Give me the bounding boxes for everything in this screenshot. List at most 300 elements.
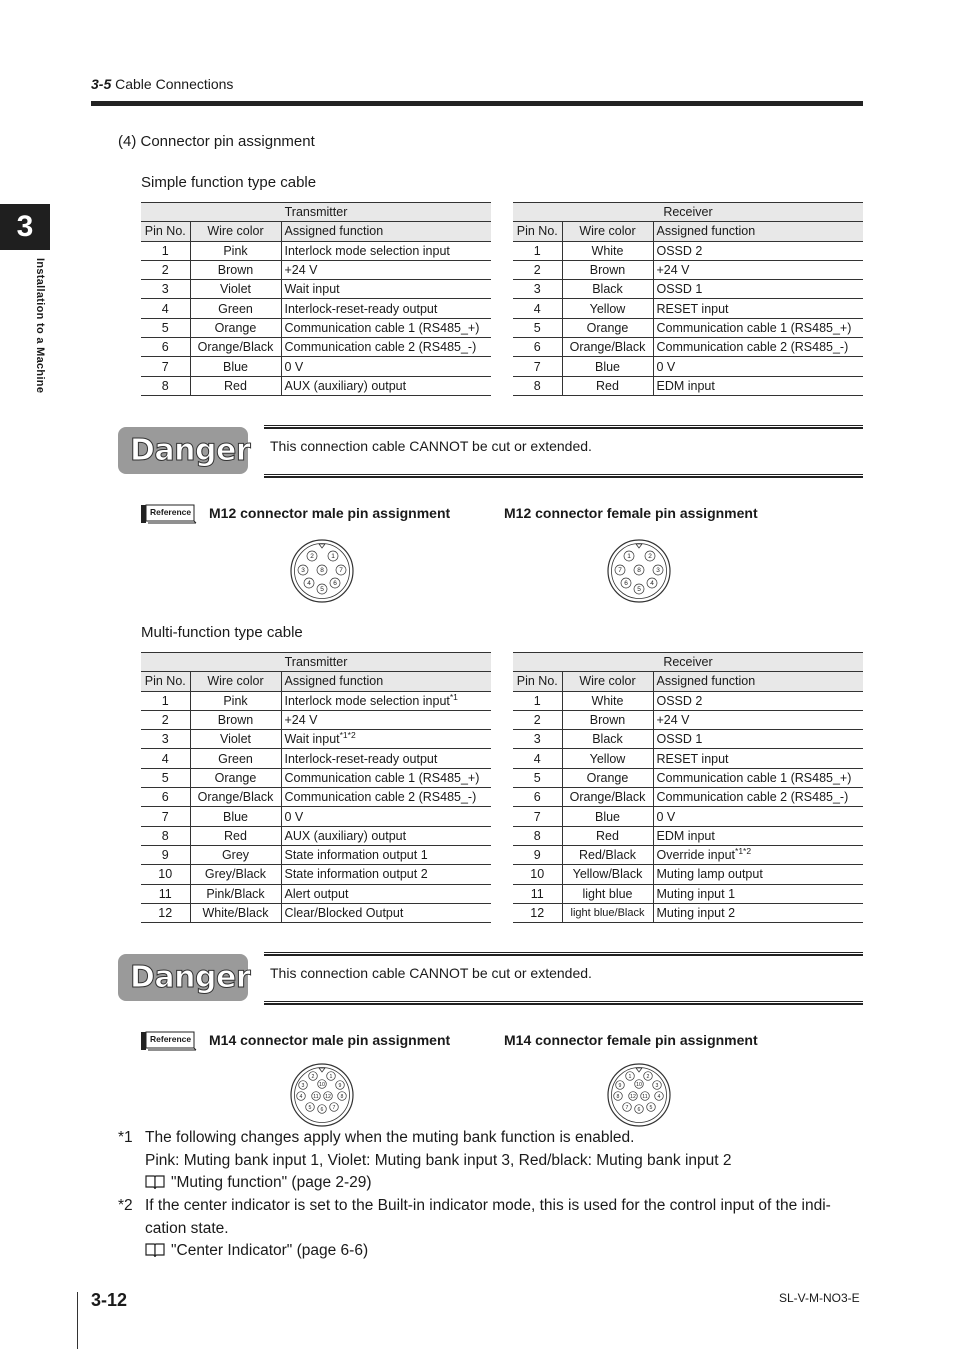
wire-color: Grey	[190, 845, 281, 864]
table-row	[141, 318, 491, 337]
table-row	[141, 845, 491, 864]
m12-female-title: M12 connector female pin assignment	[504, 505, 758, 521]
pin-label: 1	[329, 1074, 333, 1081]
table-row	[141, 884, 491, 903]
assigned-function: EDM input	[656, 828, 715, 843]
pin-number: 6	[141, 788, 190, 807]
danger-label-2: Danger	[130, 960, 251, 995]
column-header: Wire color	[562, 672, 653, 691]
wire-color: Red/Black	[562, 845, 653, 864]
assigned-function: OSSD 1	[656, 282, 703, 297]
assigned-function: Communication cable 2 (RS485_-)	[284, 340, 477, 355]
wire-color: Brown	[190, 260, 281, 279]
pin-number: 2	[141, 710, 190, 729]
assigned-function: AUX (auxiliary) output	[284, 378, 407, 393]
assigned-function: Wait input	[284, 282, 340, 297]
section-title: Cable Connections	[115, 76, 234, 92]
assigned-function-cell	[653, 318, 863, 337]
assigned-function-cell	[281, 376, 491, 395]
pin-number: 3	[141, 280, 190, 299]
m14-male-title: M14 connector male pin assignment	[209, 1032, 451, 1048]
danger-message-2: This connection cable CANNOT be cut or extended.	[270, 965, 592, 981]
table-caption-row	[513, 203, 863, 222]
assigned-function: Communication cable 1 (RS485_+)	[284, 320, 480, 335]
connector-heading: (4) Connector pin assignment	[118, 133, 315, 150]
multi-receiver-table	[513, 652, 863, 923]
assigned-function-cell	[653, 749, 863, 768]
wire-color: White/Black	[190, 903, 281, 922]
simple-receiver-table	[513, 202, 863, 396]
footnote-2-text: If the center indicator is set to the Built-in indicator mode, this is used for the control input of the indi-	[145, 1197, 831, 1214]
pin-label: 9	[338, 1083, 342, 1090]
table-row	[513, 691, 863, 710]
pin-number: 9	[513, 845, 562, 864]
footnote-ref: *1*2	[339, 730, 356, 741]
pin-label: 1	[331, 553, 335, 561]
assigned-function: AUX (auxiliary) output	[284, 828, 407, 843]
wire-color: Brown	[562, 260, 653, 279]
pin-number: 2	[513, 260, 562, 279]
assigned-function: Interlock-reset-ready output	[284, 301, 438, 316]
pin-label: 3	[656, 567, 660, 575]
pin-label: 8	[340, 1094, 344, 1101]
multi-transmitter-table	[141, 652, 491, 923]
footnote-2-reference[interactable]	[145, 1240, 867, 1263]
assigned-function-cell	[281, 338, 491, 357]
table-caption: Receiver	[513, 653, 863, 672]
danger-bottom-rule	[264, 474, 863, 478]
assigned-function-cell	[281, 357, 491, 376]
table-row	[513, 260, 863, 279]
assigned-function-cell	[653, 260, 863, 279]
pin-number: 5	[513, 318, 562, 337]
pin-number: 5	[141, 768, 190, 787]
pin-number: 2	[141, 260, 190, 279]
wire-color: Red	[190, 376, 281, 395]
footnote-1-mark: *1	[118, 1129, 133, 1146]
pin-label: 2	[310, 553, 314, 561]
assigned-function-cell	[653, 788, 863, 807]
pin-label: 3	[301, 1083, 305, 1090]
wire-color: Orange	[190, 318, 281, 337]
wire-color: Grey/Black	[190, 865, 281, 884]
assigned-function-cell	[653, 376, 863, 395]
pin-number: 8	[141, 376, 190, 395]
column-header: Wire color	[562, 222, 653, 241]
column-header: Wire color	[190, 222, 281, 241]
pin-number: 10	[513, 865, 562, 884]
assigned-function-cell	[653, 807, 863, 826]
table-row	[513, 376, 863, 395]
assigned-function-cell	[653, 299, 863, 318]
simple-cable-heading: Simple function type cable	[141, 174, 317, 191]
pin-label: 2	[646, 1074, 650, 1081]
pin-label: 12	[630, 1094, 636, 1101]
assigned-function-cell	[653, 865, 863, 884]
assigned-function: +24 V	[656, 713, 690, 728]
assigned-function-cell	[653, 884, 863, 903]
pin-number: 3	[141, 730, 190, 749]
table-row	[141, 357, 491, 376]
chapter-side-label: Installation to a Machine	[34, 258, 46, 394]
column-header: Pin No.	[141, 672, 190, 691]
assigned-function-cell	[281, 865, 491, 884]
wire-color: Green	[190, 299, 281, 318]
pin-number: 4	[513, 299, 562, 318]
wire-color: Red	[562, 826, 653, 845]
wire-color: Blue	[190, 807, 281, 826]
pin-label: 1	[628, 1074, 632, 1081]
pin-number: 5	[141, 318, 190, 337]
assigned-function-cell	[281, 845, 491, 864]
assigned-function-cell	[281, 280, 491, 299]
footnote-1-line2: Pink: Muting bank input 1, Violet: Muting bank input 3, Red/black: Muting bank input 2	[145, 1151, 732, 1169]
column-header: Assigned function	[653, 222, 863, 241]
pin-label: 10	[636, 1082, 642, 1089]
assigned-function: Communication cable 2 (RS485_-)	[284, 790, 477, 805]
pin-label: 7	[339, 567, 343, 575]
table-row	[513, 338, 863, 357]
chapter-tab: 3	[0, 204, 50, 250]
wire-color: Black	[562, 730, 653, 749]
wire-color: White	[562, 241, 653, 260]
pin-label: 7	[625, 1105, 629, 1112]
table-row	[513, 826, 863, 845]
table-caption: Receiver	[513, 203, 863, 222]
pin-label: 6	[637, 1107, 641, 1114]
assigned-function: Muting input 1	[656, 886, 736, 901]
pin-number: 11	[141, 884, 190, 903]
reference-icon-2	[141, 1031, 197, 1056]
pin-label: 8	[320, 567, 324, 575]
footnote-2	[145, 1195, 867, 1263]
wire-color: Orange/Black	[190, 338, 281, 357]
table-row	[141, 691, 491, 710]
table-row	[141, 826, 491, 845]
pin-number: 12	[141, 903, 190, 922]
table-row	[141, 280, 491, 299]
assigned-function: OSSD 2	[656, 243, 703, 258]
pin-label: 3	[301, 567, 305, 575]
table-header-row	[513, 672, 863, 691]
table-caption-row	[141, 203, 491, 222]
table-row	[141, 376, 491, 395]
assigned-function-cell	[281, 299, 491, 318]
column-header: Wire color	[190, 672, 281, 691]
assigned-function-cell	[281, 241, 491, 260]
assigned-function-cell	[653, 357, 863, 376]
table-row	[513, 884, 863, 903]
footnote-2-mark: *2	[118, 1197, 133, 1214]
table-row	[513, 357, 863, 376]
pin-label: 4	[299, 1094, 303, 1101]
wire-color: Brown	[562, 710, 653, 729]
pin-number: 1	[513, 691, 562, 710]
pin-number: 6	[141, 338, 190, 357]
table-row	[513, 788, 863, 807]
assigned-function-cell	[281, 260, 491, 279]
wire-color: Green	[190, 749, 281, 768]
table-row	[513, 865, 863, 884]
pin-number: 8	[141, 826, 190, 845]
assigned-function-cell	[281, 710, 491, 729]
footer-rule	[77, 1292, 78, 1349]
assigned-function: RESET input	[656, 301, 729, 316]
pin-number: 3	[513, 280, 562, 299]
assigned-function-cell	[653, 845, 863, 864]
wire-color: Red	[562, 376, 653, 395]
pin-label: 5	[649, 1105, 653, 1112]
pin-label: 3	[655, 1083, 659, 1090]
footnote-2-ref-text: "Center Indicator" (page 6-6)	[171, 1242, 369, 1259]
table-row	[141, 749, 491, 768]
pin-label: 6	[333, 580, 337, 588]
assigned-function-cell	[653, 280, 863, 299]
assigned-function: +24 V	[656, 263, 690, 278]
pin-number: 12	[513, 903, 562, 922]
assigned-function: Muting lamp output	[656, 867, 763, 882]
table-row	[141, 299, 491, 318]
page-number: 3-12	[91, 1290, 128, 1310]
wire-color: Blue	[562, 807, 653, 826]
assigned-function-cell	[653, 903, 863, 922]
m14-female-title: M14 connector female pin assignment	[504, 1032, 758, 1048]
assigned-function: 0 V	[284, 809, 304, 824]
m14-male-connector-diagram	[289, 1062, 355, 1128]
pin-number: 7	[141, 807, 190, 826]
footnote-ref: *1	[449, 691, 458, 702]
footnote-1-reference[interactable]	[145, 1172, 865, 1195]
column-header: Assigned function	[281, 222, 491, 241]
column-header: Pin No.	[141, 222, 190, 241]
header-rule	[91, 101, 863, 106]
wire-color: Pink	[190, 691, 281, 710]
wire-color: White	[562, 691, 653, 710]
assigned-function: Interlock mode selection input	[284, 243, 450, 258]
table-row	[141, 260, 491, 279]
table-row	[141, 710, 491, 729]
pin-label: 5	[637, 586, 641, 594]
pin-number: 1	[141, 691, 190, 710]
assigned-function-cell	[281, 730, 491, 749]
pin-number: 4	[141, 299, 190, 318]
assigned-function: OSSD 2	[656, 693, 703, 708]
m14-female-connector-diagram	[606, 1062, 672, 1128]
assigned-function: Communication cable 1 (RS485_+)	[656, 320, 852, 335]
danger-bottom-rule-2	[264, 1001, 863, 1005]
table-row	[141, 807, 491, 826]
table-caption-row	[141, 653, 491, 672]
wire-color: Blue	[562, 357, 653, 376]
assigned-function: OSSD 1	[656, 732, 703, 747]
pin-number: 7	[141, 357, 190, 376]
wire-color: Yellow/Black	[562, 865, 653, 884]
assigned-function-cell	[281, 826, 491, 845]
assigned-function-cell	[653, 710, 863, 729]
assigned-function-cell	[653, 768, 863, 787]
table-row	[513, 730, 863, 749]
pin-label: 11	[313, 1094, 319, 1101]
assigned-function: Communication cable 2 (RS485_-)	[656, 790, 849, 805]
assigned-function-cell	[281, 903, 491, 922]
pin-number: 9	[141, 845, 190, 864]
pin-number: 1	[141, 241, 190, 260]
m12-male-connector-diagram	[289, 538, 355, 604]
danger-top-rule-2	[264, 952, 863, 956]
assigned-function-cell	[281, 884, 491, 903]
table-caption-row	[513, 653, 863, 672]
table-caption: Transmitter	[141, 203, 491, 222]
table-row	[513, 241, 863, 260]
assigned-function-cell	[281, 807, 491, 826]
table-caption: Transmitter	[141, 653, 491, 672]
table-row	[141, 768, 491, 787]
pin-label: 12	[325, 1094, 331, 1101]
assigned-function: Clear/Blocked Output	[284, 906, 404, 920]
assigned-function: +24 V	[284, 713, 318, 728]
danger-message: This connection cable CANNOT be cut or extended.	[270, 438, 592, 454]
danger-top-rule	[264, 425, 863, 429]
m12-male-title: M12 connector male pin assignment	[209, 505, 451, 521]
assigned-function: Override input	[656, 848, 736, 863]
wire-color: light blue	[562, 884, 653, 903]
wire-color: Yellow	[562, 749, 653, 768]
reference-icon	[141, 504, 197, 529]
wire-color: Red	[190, 826, 281, 845]
running-header	[91, 76, 233, 92]
section-number: 3-5	[91, 76, 112, 92]
wire-color: Orange/Black	[562, 788, 653, 807]
table-row	[141, 241, 491, 260]
pin-label: 6	[624, 580, 628, 588]
pin-number: 10	[141, 865, 190, 884]
table-row	[513, 280, 863, 299]
footnote-1-ref-text: "Muting function" (page 2-29)	[171, 1174, 372, 1191]
pin-label: 9	[618, 1083, 622, 1090]
column-header: Pin No.	[513, 672, 562, 691]
book-icon	[145, 1242, 165, 1258]
table-row	[141, 865, 491, 884]
pin-label: 8	[616, 1094, 620, 1101]
wire-color: Pink	[190, 241, 281, 260]
pin-number: 7	[513, 357, 562, 376]
table-row	[513, 845, 863, 864]
pin-number: 8	[513, 826, 562, 845]
assigned-function-cell	[281, 318, 491, 337]
table-row	[141, 730, 491, 749]
pin-label: 5	[320, 586, 324, 594]
assigned-function-cell	[281, 749, 491, 768]
assigned-function: 0 V	[656, 359, 676, 374]
pin-label: 7	[332, 1105, 336, 1112]
table-header-row	[141, 672, 491, 691]
pin-label: 10	[319, 1082, 325, 1089]
footnote-ref: *1*2	[735, 845, 752, 856]
assigned-function: Communication cable 1 (RS485_+)	[284, 770, 480, 785]
pin-number: 5	[513, 768, 562, 787]
wire-color: Violet	[190, 280, 281, 299]
table-row	[513, 768, 863, 787]
column-header: Assigned function	[281, 672, 491, 691]
table-row	[513, 318, 863, 337]
document-code: SL-V-M-NO3-E	[779, 1291, 860, 1305]
pin-label: 6	[320, 1107, 324, 1114]
pin-number: 11	[513, 884, 562, 903]
assigned-function: Interlock-reset-ready output	[284, 751, 438, 766]
pin-number: 6	[513, 338, 562, 357]
reference-label-2: Reference	[150, 1034, 192, 1044]
assigned-function-cell	[653, 691, 863, 710]
footnote-1-text: The following changes apply when the muting bank function is enabled.	[145, 1129, 635, 1146]
table-header-row	[513, 222, 863, 241]
assigned-function-cell	[653, 338, 863, 357]
assigned-function: Interlock mode selection input	[284, 693, 450, 708]
column-header: Assigned function	[653, 672, 863, 691]
pin-number: 6	[513, 788, 562, 807]
multi-cable-heading: Multi-function type cable	[141, 624, 303, 641]
pin-number: 3	[513, 730, 562, 749]
column-header: Pin No.	[513, 222, 562, 241]
table-row	[513, 807, 863, 826]
pin-label: 4	[307, 580, 311, 588]
footnote-2-line2: cation state.	[145, 1219, 229, 1237]
table-header-row	[141, 222, 491, 241]
wire-color: light blue/Black	[562, 903, 653, 922]
assigned-function: Communication cable 2 (RS485_-)	[656, 340, 849, 355]
m12-female-connector-diagram	[606, 538, 672, 604]
assigned-function: State information output 1	[284, 848, 428, 863]
pin-label: 2	[648, 553, 652, 561]
table-row	[513, 299, 863, 318]
wire-color: Orange	[190, 768, 281, 787]
assigned-function: +24 V	[284, 263, 318, 278]
pin-label: 11	[642, 1094, 648, 1101]
wire-color: Black	[562, 280, 653, 299]
pin-label: 7	[618, 567, 622, 575]
footnote-1	[145, 1127, 865, 1195]
pin-number: 1	[513, 241, 562, 260]
table-row	[141, 338, 491, 357]
assigned-function: EDM input	[656, 378, 715, 393]
pin-label: 4	[650, 580, 654, 588]
pin-number: 7	[513, 807, 562, 826]
danger-badge-2	[118, 954, 251, 1001]
danger-badge	[118, 427, 251, 474]
wire-color: Orange/Black	[190, 788, 281, 807]
assigned-function-cell	[281, 768, 491, 787]
pin-number: 4	[513, 749, 562, 768]
wire-color: Orange	[562, 768, 653, 787]
wire-color: Blue	[190, 357, 281, 376]
pin-label: 2	[311, 1074, 315, 1081]
table-row	[513, 749, 863, 768]
table-row	[141, 788, 491, 807]
assigned-function: Muting input 2	[656, 906, 736, 920]
pin-number: 8	[513, 376, 562, 395]
assigned-function: Communication cable 1 (RS485_+)	[656, 770, 852, 785]
assigned-function-cell	[281, 788, 491, 807]
pin-label: 5	[308, 1105, 312, 1112]
table-row	[141, 903, 491, 922]
wire-color: Violet	[190, 730, 281, 749]
table-row	[513, 903, 863, 922]
wire-color: Yellow	[562, 299, 653, 318]
wire-color: Orange/Black	[562, 338, 653, 357]
danger-label: Danger	[130, 433, 251, 468]
table-row	[513, 710, 863, 729]
assigned-function-cell	[653, 826, 863, 845]
pin-number: 2	[513, 710, 562, 729]
